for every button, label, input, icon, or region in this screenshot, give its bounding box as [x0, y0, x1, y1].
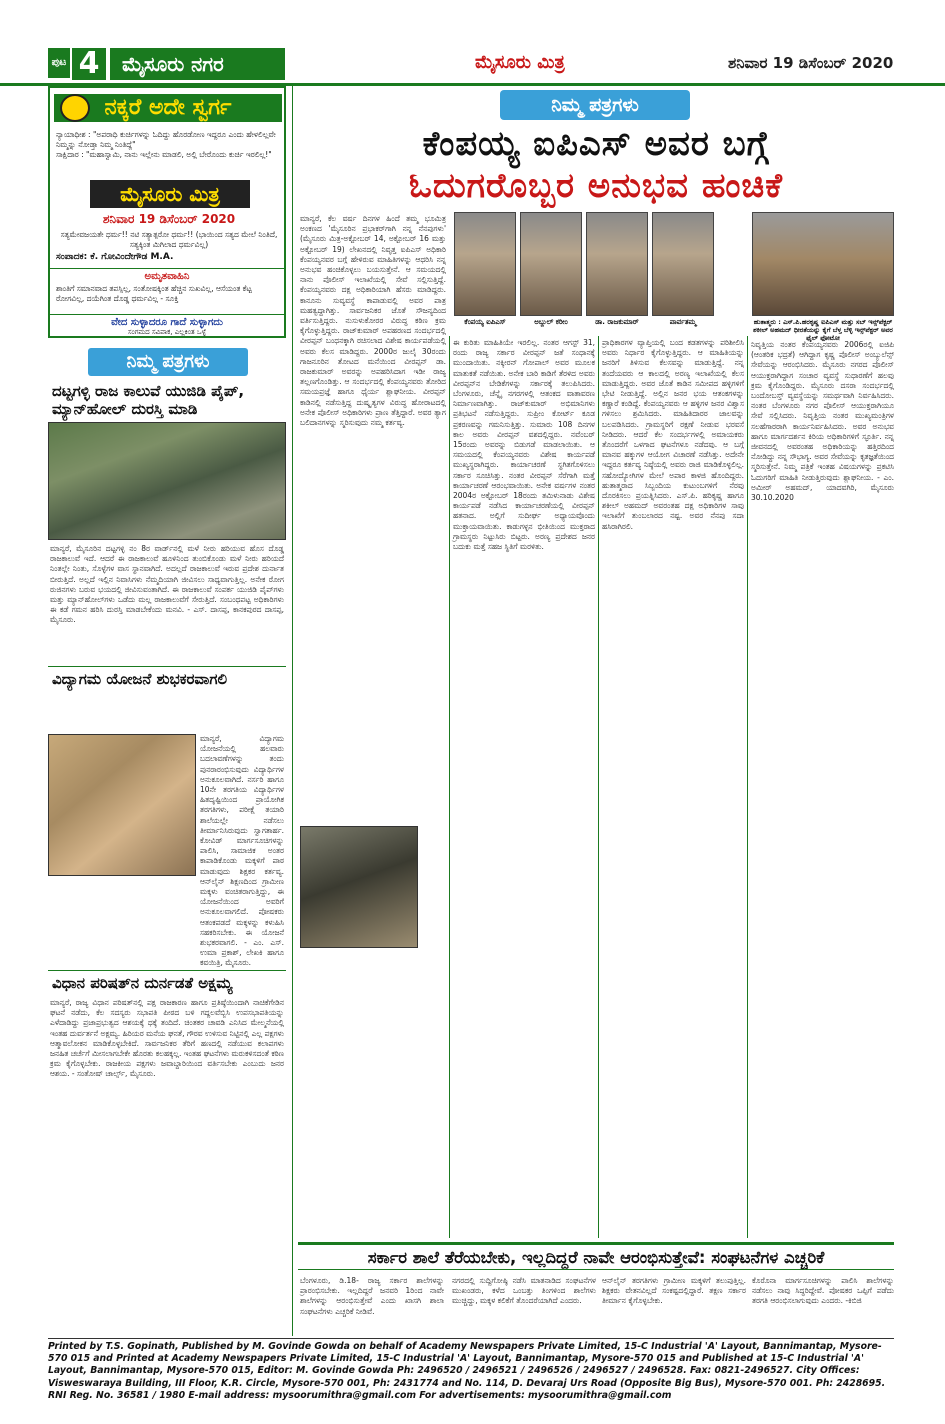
letter-headline-drain: ದಟ್ಟಗಳ್ಳಿ ರಾಜ ಕಾಲುವೆ ಯುಜಿಡಿ ಪೈಪ್, ಮ್ಯಾನ್‌ಹೋಲ್ ದುರಸ್ತಿ ಮಾಡಿ — [52, 382, 245, 418]
humor-title: ನಕ್ಕರೆ ಅದೇ ಸ್ವರ್ಗ — [54, 94, 282, 122]
imprint-line: Printed by T.S. Gopinath, Published by M. Govinde Gowda on behalf of Academy Newspapers Private Limited, 15-C Industrial 'A' Layout, Bannimantap, Mysore-570 015 and Printed at Academy Newspapers Private Limited, 15-C Industrial 'A' Layout, Bannimantap, Mysore-570 015 and Published at 15-C Industrial 'A' Layout, Bannimantap, Mysore-570 015, Editor: M. Govinde Gowda Ph: 2496520 / 2496521 / 2496526 / 2496527 / 2496528. Fax: 0821-2496527. City Offices: Visweswaraya Building, III Floor, K.R. Circle, Mysore-570 001, Ph: 2431774 and No. 114, D. Devaraj Urs Road (Opposite Big Bus), Mysore-570 001. Ph: 2428695. RNI Reg. No. 36581 / 1980 E-mail address: mysoorumithra@gmail.com For advertisements: mysoorumithra@gmail.com — [48, 1338, 894, 1402]
letter-text-vidyagama: ಮಾನ್ಯರೆ, ವಿದ್ಯಾಗಮ ಯೋಜನೆಯಲ್ಲಿ ಹಲವಾರು ಬದಲಾವಣೆಗಳನ್ನು ತಂದು ಪುನರಾರಂಭಿಸುವುದು ವಿದ್ಯಾರ್ಥಿಗಳ ಅನುಕೂಲವಾಗಿದೆ. ನರ್ಸರಿ ಹಾಗೂ 10ನೇ ತರಗತಿಯ ವಿದ್ಯಾರ್ಥಿಗಳ ಹಿತದೃಷ್ಟಿಯಿಂದ ಪ್ರಾಯೋಗಿಕ ತರಗತಿಗಳು, ಪರೀಕ್ಷೆ ತಯಾರಿ ಶಾಲೆಯಲ್ಲೇ ನಡೆಸಲು ತೀರ್ಮಾನಿಸಿರುವುದು ಸ್ವಾಗತಾರ್ಹ. ಕೋವಿಡ್ ಮಾರ್ಗಸೂಚಿಗಳನ್ನು ಪಾಲಿಸಿ, ಸಾಮಾಜಿಕ ಅಂತರ ಕಾಪಾಡಿಕೊಂಡು ಮಕ್ಕಳಿಗೆ ಪಾಠ ಮಾಡುವುದು ಶಿಕ್ಷಕರ ಕರ್ತವ್ಯ. ಆನ್‌ಲೈನ್ ಶಿಕ್ಷಣದಿಂದ ಗ್ರಾಮೀಣ ಮಕ್ಕಳು ವಂಚಿತರಾಗುತ್ತಿದ್ದು, ಈ ಯೋಜನೆಯಿಂದ ಅವರಿಗೆ ಅನುಕೂಲವಾಗಲಿದೆ. ಪೋಷಕರು ಆತಂಕಪಡದೆ ಮಕ್ಕಳನ್ನು ಕಳುಹಿಸಿ ಸಹಕರಿಸಬೇಕು. ಈ ಯೋಜನೆ ಶುಭಕರವಾಗಲಿ. - ಎಂ. ಎಸ್. ಉಮಾ ಪ್ರಕಾಶ್, ಲೇಖಕಿ ಹಾಗೂ ಕವಯಿತ್ರಿ, ಮೈಸೂರು. — [200, 734, 284, 968]
photo-caption: ಡಾ. ರಾಜಕುಮಾರ್ — [595, 318, 639, 326]
letter-text-council: ಮಾನ್ಯರೆ, ರಾಜ್ಯ ವಿಧಾನ ಪರಿಷತ್‌ನಲ್ಲಿ ಪಕ್ಷ ರಾಜಕಾರಣ ಹಾಗೂ ಪ್ರತಿಷ್ಠೆಯಿಂದಾಗಿ ನಾಚಿಕೆಗೇಡಿನ ಘಟನೆ ನಡೆದು, ಕೆಲ ಸದಸ್ಯರು ಸಭಾಪತಿ ಪೀಠದ ಬಳಿ ಗದ್ದಲವೆಬ್ಬಿಸಿ ಉಪಸಭಾಪತಿಯನ್ನು ಎಳೆದಾಡಿದ್ದು ಪ್ರಜಾಪ್ರಭುತ್ವದ ಆಶಯಕ್ಕೆ ಧಕ್ಕೆ ತಂದಿದೆ. ಚಿಂತಕರ ಚಾವಡಿ ಎನಿಸಿದ ಮೇಲ್ಮನೆಯಲ್ಲಿ ಇಂತಹ ದುರ್ವರ್ತನೆ ಅಕ್ಷಮ್ಯ. ಹಿರಿಯರ ಮನೆಯ ಘನತೆ, ಗೌರವ ಉಳಿಸುವ ನಿಟ್ಟಿನಲ್ಲಿ ಎಲ್ಲ ಪಕ್ಷಗಳು ಆತ್ಮಾವಲೋಕನ ಮಾಡಿಕೊಳ್ಳಬೇಕಿದೆ. ಸಾರ್ವಜನಿಕರ ತೆರಿಗೆ ಹಣದಲ್ಲಿ ನಡೆಯುವ ಕಲಾಪಗಳು ಜನಹಿತ ಚರ್ಚೆಗೆ ಮೀಸಲಾಗಬೇಕೇ ಹೊರತು ಕಲಹಕ್ಕಲ್ಲ. ಇಂತಹ ಘಟನೆಗಳು ಮರುಕಳಿಸದಂತೆ ಕಠಿಣ ಕ್ರಮ ಕೈಗೊಳ್ಳಬೇಕು. ರಾಜಕೀಯ ಪಕ್ಷಗಳು ಜವಾಬ್ದಾರಿಯಿಂದ ವರ್ತಿಸಬೇಕು ಎಂಬುದು ಜನರ ಆಶಯ. - ಸಂತೋಷ್ ಚಾರ್ಲ್ಸ್, ಮೈಸೂರು. — [50, 998, 284, 1079]
amrita-title: ಅಮೃತವಾಹಿನಿ — [50, 268, 284, 282]
letter-headline-vidyagama: ವಿದ್ಯಾಗಮ ಯೋಜನೆ ಶುಭಕರವಾಗಲಿ — [52, 670, 228, 688]
martyrs-photo — [752, 212, 894, 316]
humor-text — [56, 130, 282, 160]
portrait-image — [520, 212, 582, 316]
page-label: ಪುಟ — [48, 48, 70, 78]
letter-text-vidyagama-intro — [50, 690, 284, 730]
divider — [48, 970, 286, 971]
photo-caption: ಕೆಂಪಯ್ಯ ಐಪಿಎಸ್ — [464, 318, 506, 326]
left-column — [48, 86, 286, 1338]
article-column-1b — [300, 952, 446, 1238]
paper-logo: ಮೈಸೂರು ಮಿತ್ರ — [90, 180, 250, 208]
bottom-story-column-4: ಕೊರೊನಾ ಮಾರ್ಗಸೂಚಿಗಳನ್ನು ಪಾಲಿಸಿ ಶಾಲೆಗಳನ್ನು ನಡೆಸಲು ನಾವು ಸಿದ್ಧರಿದ್ದೇವೆ. ಪೋಷಕರ ಒಪ್ಪಿಗೆ ಪಡೆದು ತರಗತಿ ಆರಂಭಿಸಲಾಗುವುದು ಎಂದರು. -ಕಿಬಿಜಿ — [752, 1276, 894, 1306]
column-divider — [449, 336, 450, 1238]
article-column-3: ಪ್ರಾಧಿಕಾರಗಳ ವ್ಯಾಪ್ತಿಯಲ್ಲಿ ಬಂದ ಕಡತಗಳನ್ನು ಪರಿಶೀಲಿಸಿ ಅವರು ನಿರ್ಧಾರ ಕೈಗೊಳ್ಳುತ್ತಿದ್ದರು. ಆ ಮಾಹಿತಿಯನ್ನು ಜನರಿಗೆ ತಿಳಿಸುವ ಕೆಲಸವನ್ನು ಮಾಡುತ್ತಿದ್ದೆ. ನನ್ನ ತಂದೆಯವರು ಆ ಕಾಲದಲ್ಲಿ ಅರಣ್ಯ ಇಲಾಖೆಯಲ್ಲಿ ಕೆಲಸ ಮಾಡುತ್ತಿದ್ದರು. ಅವರ ಜೊತೆ ಕಾಡಿನ ಸಮೀಪದ ಹಳ್ಳಿಗಳಿಗೆ ಭೇಟಿ ನೀಡುತ್ತಿದ್ದೆ. ಅಲ್ಲಿನ ಜನರ ಭಯ ಆತಂಕಗಳನ್ನು ಕಣ್ಣಾರೆ ಕಂಡಿದ್ದೆ. ಕೆಂಪಯ್ಯನವರು ಆ ಹಳ್ಳಿಗಳ ಜನರ ವಿಶ್ವಾಸ ಗಳಿಸಲು ಶ್ರಮಿಸಿದರು. ಮಾಹಿತಿದಾರರ ಜಾಲವನ್ನು ಬಲಪಡಿಸಿದರು. ಗ್ರಾಮಸ್ಥರಿಗೆ ರಕ್ಷಣೆ ನೀಡುವ ಭರವಸೆ ನೀಡಿದರು. ಆದರೆ ಕೆಲ ಸಂದರ್ಭಗಳಲ್ಲಿ ಅಮಾಯಕರು ತೊಂದರೆಗೆ ಒಳಗಾದ ಘಟನೆಗಳೂ ನಡೆದವು. ಆ ಬಗ್ಗೆ ಮಾನವ ಹಕ್ಕುಗಳ ಆಯೋಗ ವಿಚಾರಣೆ ನಡೆಸಿತ್ತು. ಅದೇನೇ ಇದ್ದರೂ ಕರ್ತವ್ಯ ನಿಷ್ಠೆಯಲ್ಲಿ ಅವರು ರಾಜಿ ಮಾಡಿಕೊಳ್ಳಲಿಲ್ಲ. ಸಹೋದ್ಯೋಗಿಗಳ ಮೇಲೆ ಅಪಾರ ಕಾಳಜಿ ಹೊಂದಿದ್ದರು. ಹುತಾತ್ಮರಾದ ಸಿಬ್ಬಂದಿಯ ಕುಟುಂಬಗಳಿಗೆ ನೆರವು ದೊರಕಿಸಲು ಪ್ರಯತ್ನಿಸಿದರು. ಎಸ್.ಪಿ. ಹರಿಕೃಷ್ಣ ಹಾಗೂ ಶಕೀಲ್ ಅಹಮದ್ ಅವರಂತಹ ದಕ್ಷ ಅಧಿಕಾರಿಗಳ ಸಾವು ಇಲಾಖೆಗೆ ತುಂಬಲಾರದ ನಷ್ಟ. ಅವರ ನೆನಪು ಸದಾ ಹಸಿರಾಗಿರಲಿ. — [602, 338, 744, 531]
person-photo — [586, 212, 648, 330]
divider — [48, 666, 286, 667]
paper-date: ಶನಿವಾರ 19 ಡಿಸೆಂಬರ್ 2020 — [102, 212, 236, 226]
section-title: ಮೈಸೂರು ನಗರ — [110, 48, 285, 80]
drain-photo — [48, 422, 286, 540]
laughing-face-icon — [60, 94, 90, 122]
issue-date: ಶನಿವಾರ 19 ಡಿಸೆಂಬರ್ 2020 — [728, 54, 894, 72]
portrait-image — [586, 212, 648, 316]
column-divider — [598, 336, 599, 1238]
person-photo — [454, 212, 516, 330]
person-photo — [520, 212, 582, 330]
bottom-story-headline: ಸರ್ಕಾರ ಶಾಲೆ ತೆರೆಯಬೇಕು, ಇಲ್ಲದಿದ್ದರೆ ನಾವೇ ಆರಂಭಿಸುತ್ತೇವೆ: ಸಂಘಟನೆಗಳ ಎಚ್ಚರಿಕೆ — [298, 1242, 894, 1270]
letter-headline-council: ವಿಧಾನ ಪರಿಷತ್‌ನ ದುರ್ನಡತೆ ಅಕ್ಷಮ್ಯ — [52, 974, 233, 992]
letter-text-drain: ಮಾನ್ಯರೆ, ಮೈಸೂರಿನ ದಟ್ಟಗಳ್ಳಿ ನಂ 8ರ ವಾರ್ಡ್‌ನಲ್ಲಿ ಮಳೆ ನೀರು ಹರಿಯುವ ಹೊಸ ದೊಡ್ಡ ರಾಜಕಾಲುವೆ ಇದೆ. ಆದರೆ ಈ ರಾಜಕಾಲುವೆ ಹೂಳಿನಿಂದ ತುಂಬಿಕೊಂಡು ಮಳೆ ನೀರು ಹರಿಯದೆ ನಿಂತಲ್ಲೇ ನಿಂತು, ಸೊಳ್ಳೆಗಳ ವಾಸ ಸ್ಥಾನವಾಗಿದೆ. ಅದಲ್ಲದೆ ರಾಜಕಾಲುವೆ ಇರುವ ಪ್ರದೇಶ ದುರ್ನಾತ ಬೀರುತ್ತಿದೆ. ಅಲ್ಲದೆ ಇಲ್ಲಿನ ನಿವಾಸಿಗಳು ನೆಮ್ಮದಿಯಾಗಿ ಜೀವಿಸಲು ಸಾಧ್ಯವಾಗುತ್ತಿಲ್ಲ. ಅನೇಕ ರೋಗ ರುಜಿನಗಳು ಬರುವ ಭಯದಲ್ಲಿ ಜೀವಿಸುವಂತಾಗಿದೆ. ಈ ರಾಜಕಾಲುವೆ ಸಂಪರ್ಕ ಯುಜಿಡಿ ಪೈಪ್‌ಗಳು ಮತ್ತು ಮ್ಯಾನ್‌ಹೋಲ್‌ಗಳು ಒಡೆದು ಮಲ್ಲ ರಾಜಕಾಲುವೆಗೆ ಸೇರುತ್ತಿದೆ. ಸಂಬಂಧಪಟ್ಟ ಅಧಿಕಾರಿಗಳು ಈ ಕಡೆ ಗಮನ ಹರಿಸಿ ದುರಸ್ತಿ ಮಾಡಬೇಕೆಂದು ಮನವಿ. - ಎಸ್. ದಾಸಪ್ಪ, ಕಾನಕಪುರದ ದಾಸಪ್ಪ, ಮೈಸೂರು. — [50, 544, 284, 625]
article-column-2: ಈ ಕುರಿತು ಮಾಹಿತಿಯೇ ಇರಲಿಲ್ಲ. ನಂತರ ಆಗಸ್ಟ್ 31, ರಂದು ರಾಜ್ಯ ಸರ್ಕಾರ ವೀರಪ್ಪನ್ ಜತೆ ಸಂಧಾನಕ್ಕೆ ಮುಂದಾಯಿತು. ನಕ್ಕೀರನ್ ಗೋಪಾಲ್ ಅವರ ಮೂಲಕ ಮಾತುಕತೆ ನಡೆಯಿತು. ಅನೇಕ ಬಾರಿ ಕಾಡಿಗೆ ತೆರಳಿದ ಅವರು ವೀರಪ್ಪನ್‌ನ ಬೇಡಿಕೆಗಳನ್ನು ಸರ್ಕಾರಕ್ಕೆ ತಲುಪಿಸಿದರು. ಬೆಂಗಳೂರು, ಚೆನ್ನೈ ನಗರಗಳಲ್ಲಿ ಆತಂಕದ ವಾತಾವರಣ ನಿರ್ಮಾಣವಾಗಿತ್ತು. ರಾಜ್‌ಕುಮಾರ್ ಅಭಿಮಾನಿಗಳು ಪ್ರತಿಭಟನೆ ನಡೆಸುತ್ತಿದ್ದರು. ಸುಪ್ರೀಂ ಕೋರ್ಟ್ ಕೂಡ ಪ್ರಕರಣವನ್ನು ಗಮನಿಸುತ್ತಿತ್ತು. ಸುಮಾರು 108 ದಿನಗಳ ಕಾಲ ಅವರು ವೀರಪ್ಪನ್ ವಶದಲ್ಲಿದ್ದರು. ನವೆಂಬರ್ 15ರಂದು ಅವರನ್ನು ಬಿಡುಗಡೆ ಮಾಡಲಾಯಿತು. ಆ ಸಮಯದಲ್ಲಿ ಕೆಂಪಯ್ಯನವರು ವಿಶೇಷ ಕಾರ್ಯಪಡೆ ಮುಖ್ಯಸ್ಥರಾಗಿದ್ದರು. ಕಾರ್ಯಾಚರಣೆ ಸ್ಥಗಿತಗೊಳಿಸಲು ಸರ್ಕಾರ ಸೂಚಿಸಿತ್ತು. ನಂತರ ವೀರಪ್ಪನ್ ಸೆರೆಗಾಗಿ ಮತ್ತೆ ಕಾರ್ಯಾಚರಣೆ ಆರಂಭವಾಯಿತು. ಅನೇಕ ವರ್ಷಗಳ ನಂತರ 2004ರ ಅಕ್ಟೋಬರ್ 18ರಂದು ತಮಿಳುನಾಡು ವಿಶೇಷ ಕಾರ್ಯಪಡೆ ನಡೆಸಿದ ಕಾರ್ಯಾಚರಣೆಯಲ್ಲಿ ವೀರಪ್ಪನ್ ಹತನಾದ. ಅಲ್ಲಿಗೆ ಸುದೀರ್ಘ ಅಧ್ಯಾಯವೊಂದು ಮುಕ್ತಾಯವಾಯಿತು. ಕಾಡುಗಳ್ಳನ ಭೀತಿಯಿಂದ ಮುಕ್ತರಾದ ಗ್ರಾಮಸ್ಥರು ನಿಟ್ಟುಸಿರು ಬಿಟ್ಟರು. ಅರಣ್ಯ ಪ್ರದೇಶದ ಜನರ ಬದುಕು ಮತ್ತೆ ಸಹಜ ಸ್ಥಿತಿಗೆ ಮರಳಿತು. — [453, 338, 595, 552]
main-subheadline: ಓದುಗರೊಬ್ಬರ ಅನುಭವ ಹಂಚಿಕೆ — [409, 166, 783, 206]
article-column-1: ಮಾನ್ಯರೆ, ಕೆಲ ವರ್ಷ ದಿನಗಳ ಹಿಂದೆ ತಮ್ಮ ಭೂಮಿತ್ರ ಅಂಕಣದ 'ಮೈಸೂರಿನ ಪ್ರಭಾಕರ್‌ಗಾಗಿ ನನ್ನ ನೆನಪುಗಳು' (ಮೈಸೂರು ಮಿತ್ರ-ಅಕ್ಟೋಬರ್ 14, ಅಕ್ಟೋಬರ್ 16 ಮತ್ತು ಅಕ್ಟೋಬರ್ 19) ಲೇಖನದಲ್ಲಿ ನಿವೃತ್ತ ಐಪಿಎಸ್ ಅಧಿಕಾರಿ ಕೆಂಪಯ್ಯನವರ ಬಗ್ಗೆ ಹೇಳಿರುವ ಮಾಹಿತಿಗಳನ್ನು ಆಧರಿಸಿ ನನ್ನ ಅನುಭವ ಹಂಚಿಕೊಳ್ಳಲು ಬಯಸುತ್ತೇನೆ. ಆ ಸಮಯದಲ್ಲಿ ನಾನು ಪೊಲೀಸ್ ಇಲಾಖೆಯಲ್ಲಿ ಸೇವೆ ಸಲ್ಲಿಸುತ್ತಿದ್ದೆ. ಕೆಂಪಯ್ಯನವರು ದಕ್ಷ ಅಧಿಕಾರಿಯಾಗಿ ಹೆಸರು ಮಾಡಿದ್ದರು. ಕಾನೂನು ಸುವ್ಯವಸ್ಥೆ ಕಾಪಾಡುವಲ್ಲಿ ಅವರ ಪಾತ್ರ ಮಹತ್ವದ್ದಾಗಿತ್ತು. ಸಾರ್ವಜನಿಕರ ಜೊತೆ ಸೌಜನ್ಯದಿಂದ ವರ್ತಿಸುತ್ತಿದ್ದರು. ನುಸುಳುಕೋರರ ವಿರುದ್ಧ ಕಠಿಣ ಕ್ರಮ ಕೈಗೊಳ್ಳುತ್ತಿದ್ದರು. ರಾಜ್‌ಕುಮಾರ್ ಅಪಹರಣದ ಸಂದರ್ಭದಲ್ಲಿ ವೀರಪ್ಪನ್ ಬಂಧನಕ್ಕಾಗಿ ರಚಿಸಲಾದ ವಿಶೇಷ ಕಾರ್ಯಪಡೆಯಲ್ಲಿ ಅವರು ಕೆಲಸ ಮಾಡಿದ್ದರು. 2000ರ ಜುಲೈ 30ರಂದು ಗಾಜನೂರಿನ ತೋಟದ ಮನೆಯಿಂದ ವೀರಪ್ಪನ್ ಡಾ. ರಾಜಕುಮಾರ್ ಅವರನ್ನು ಅಪಹರಿಸಿದಾಗ ಇಡೀ ರಾಜ್ಯ ತಲ್ಲಣಗೊಂಡಿತ್ತು. ಆ ಸಂದರ್ಭದಲ್ಲಿ ಕೆಂಪಯ್ಯನವರು ತೋರಿದ ಸಮಯಪ್ರಜ್ಞೆ ಹಾಗೂ ಧೈರ್ಯ ಶ್ಲಾಘನೀಯ. ವೀರಪ್ಪನ್ ಕಾಡಿನಲ್ಲಿ ನಡೆಸುತ್ತಿದ್ದ ದುಷ್ಕೃತ್ಯಗಳ ವಿರುದ್ಧ ಹೋರಾಟದಲ್ಲಿ ಅನೇಕ ಪೊಲೀಸ್ ಅಧಿಕಾರಿಗಳು ಪ್ರಾಣ ತೆತ್ತಿದ್ದಾರೆ. ಅವರ ತ್ಯಾಗ ಬಲಿದಾನಗಳನ್ನು ಸ್ಮರಿಸುವುದು ನಮ್ಮ ಕರ್ತವ್ಯ. — [300, 214, 446, 428]
letters-banner: ನಿಮ್ಮ ಪತ್ರಗಳು — [88, 348, 248, 376]
column-divider — [292, 86, 293, 1336]
masthead-logo: ಮೈಸೂರು ಮಿತ್ರ — [475, 52, 565, 73]
portrait-image — [454, 212, 516, 316]
letters-banner-main: ನಿಮ್ಮ ಪತ್ರಗಳು — [500, 90, 690, 120]
humor-line-1: ನ್ಯಾಯಾಧೀಶ : "ಅಪರಾಧಿ ಕುರ್ಚಿಗಳನ್ನು ಓದಿದ್ದು ಹೊರಡೋಣ ಇದ್ದರೂ ಎಂದು ಹೇಳಲಿಲ್ಲವೇ ನಿಮ್ಮನ್ನು ನೋಡ್ತಾ ನಿಮ್ಮ ನಿಂತಿದ್ದೆ" — [56, 130, 276, 149]
amrita-text: ಶಾಂತಿಗೆ ಸಮಾನವಾದ ತಪಸ್ಸಿಲ್ಲ, ಸಂತೋಷಕ್ಕಿಂತ ಹೆಚ್ಚಿನ ಸುಖವಿಲ್ಲ, ಆಸೆಯಂತ ಕೆಟ್ಟ ರೋಗವಿಲ್ಲ, ದಯೆಗಿಂತ ದೊಡ್ಡ ಧರ್ಮವಿಲ್ಲ - ಸೂಕ್ತಿ — [56, 284, 252, 303]
paper-motto: ಸತ್ಯಮೇವಜಯತೇ ಧರ್ಮ!! ನಟಿ ಸತ್ಯಾತ್ಪರೋ ಧರ್ಮ!! (ಭಾಯಿಂದ ಸತ್ಯದ ಮೇಲೆ ನಿಂತಿದೆ, ಸತ್ಯಕ್ಕಿಂತ ಮಿಗಿಲಾದ ಧರ್ಮವಿಲ್ಲ) — [60, 230, 278, 249]
martyrs-caption: ಹುತಾತ್ಮರು : ಎಸ್.ಪಿ.ಹರಕೃಷ್ಣ ಐಪಿಎಸ್ ಮತ್ತು ಸಬ್ ಇನ್ಸ್‌ಪೆಕ್ಟರ್ ಶಕೀಲ್ ಅಹಮದ್ ಧೀರತೆಯನ್ನು ಕೈಗೆ ಬೆಳ್ತ ಬೆಳ್ಳಿ ಇನ್ಸ್‌ಪೆಕ್ಟರ್ ಅವರ ಫೈಲ್ ಫೋಟೋ — [753, 318, 893, 342]
column-divider — [747, 336, 748, 1238]
bottom-story-column-1: ಬೆಂಗಳೂರು, ಡಿ.18- ರಾಜ್ಯ ಸರ್ಕಾರ ಶಾಲೆಗಳನ್ನು ಪ್ರಾರಂಭಿಸಬೇಕು. ಇಲ್ಲದಿದ್ದರೆ ಜನವರಿ 1ರಿಂದ ನಾವೇ ಶಾಲೆಗಳನ್ನು ಆರಂಭಿಸುತ್ತೇವೆ ಎಂದು ಖಾಸಗಿ ಶಾಲಾ ಸಂಘಟನೆಗಳು ಎಚ್ಚರಿಕೆ ನೀಡಿವೆ. — [300, 1276, 444, 1316]
paper-editor: ಸಂಪಾದಕ: ಕೆ. ಗೋವಿಂದೇಗೌಡ M.A. — [56, 252, 174, 262]
article-column-4: ನಿವೃತ್ತಿಯ ನಂತರ ಕೆಂಪಯ್ಯನವರು 2006ರಲ್ಲಿ ಐಜಿಪಿ (ಆಂತರಿಕ ಭದ್ರತೆ) ಆಗಿದ್ದಾಗ ಕೃಷ್ಣ ಪೊಲೀಸ್ ಅಂಬ್ಯುಲೆನ್ಸ್ ಸೇವೆಯನ್ನು ಆರಂಭಿಸಿದರು. ಮೈಸೂರು ನಗರದ ಪೊಲೀಸ್ ಆಯುಕ್ತರಾಗಿದ್ದಾಗ ಸಂಚಾರ ವ್ಯವಸ್ಥೆ ಸುಧಾರಣೆಗೆ ಹಲವು ಕ್ರಮ ಕೈಗೊಂಡಿದ್ದರು. ಮೈಸೂರು ದಸರಾ ಸಂದರ್ಭದಲ್ಲಿ ಬಂದೋಬಸ್ತ್ ವ್ಯವಸ್ಥೆಯನ್ನು ಸಮರ್ಥವಾಗಿ ನಿರ್ವಹಿಸಿದರು. ನಂತರ ಬೆಂಗಳೂರು ನಗರ ಪೊಲೀಸ್ ಆಯುಕ್ತರಾಗಿಯೂ ಸೇವೆ ಸಲ್ಲಿಸಿದರು. ನಿವೃತ್ತಿಯ ನಂತರ ಮುಖ್ಯಮಂತ್ರಿಗಳ ಸಲಹೆಗಾರರಾಗಿ ಕಾರ್ಯನಿರ್ವಹಿಸಿದರು. ಅವರ ಅನುಭವ ಹಾಗೂ ಮಾರ್ಗದರ್ಶನ ಕಿರಿಯ ಅಧಿಕಾರಿಗಳಿಗೆ ಸ್ಫೂರ್ತಿ. ನನ್ನ ಜೀವನದಲ್ಲಿ ಅವರಂತಹ ಅಧಿಕಾರಿಯನ್ನು ಹತ್ತಿರದಿಂದ ನೋಡಿದ್ದು ನನ್ನ ಸೌಭಾಗ್ಯ. ಅವರ ಸೇವೆಯನ್ನು ಕೃತಜ್ಞತೆಯಿಂದ ಸ್ಮರಿಸುತ್ತೇನೆ. ನಿಮ್ಮ ಪತ್ರಿಕೆ ಇಂತಹ ವಿಷಯಗಳನ್ನು ಪ್ರಕಟಿಸಿ ಓದುಗರಿಗೆ ಮಾಹಿತಿ ನೀಡುತ್ತಿರುವುದು ಶ್ಲಾಘನೀಯ. - ಎಂ. ಅಮೀರ್ ಅಹಮದ್, ಯಾದವಗಿರಿ, ಮೈಸೂರು 30.10.2020 — [751, 340, 894, 503]
photo-caption: ಅಬ್ದುಲ್ ಕರೀಂ — [534, 318, 568, 326]
page-number: 4 — [72, 48, 106, 80]
school-children-photo — [48, 734, 196, 876]
humor-box — [48, 86, 286, 338]
bottom-story-column-2: ನಗರದಲ್ಲಿ ಸುದ್ದಿಗೋಷ್ಠಿ ನಡೆಸಿ ಮಾತನಾಡಿದ ಸಂಘಟನೆಗಳ ಮುಖಂಡರು, ಕಳೆದ ಒಂಬತ್ತು ತಿಂಗಳಿಂದ ಶಾಲೆಗಳು ಮುಚ್ಚಿದ್ದು, ಮಕ್ಕಳ ಕಲಿಕೆಗೆ ತೊಂದರೆಯಾಗಿದೆ ಎಂದರು. — [452, 1276, 596, 1306]
person-photo — [652, 212, 714, 330]
portrait-image — [652, 212, 714, 316]
bottom-story-column-3: ಆನ್‌ಲೈನ್ ತರಗತಿಗಳು ಗ್ರಾಮೀಣ ಮಕ್ಕಳಿಗೆ ತಲುಪುತ್ತಿಲ್ಲ. ಶಿಕ್ಷಕರು ವೇತನವಿಲ್ಲದೆ ಸಂಕಷ್ಟದಲ್ಲಿದ್ದಾರೆ. ತಕ್ಷಣ ಸರ್ಕಾರ ತೀರ್ಮಾನ ಕೈಗೊಳ್ಳಬೇಕು. — [602, 1276, 746, 1306]
proverb-title: ವೇದ ಸುಳ್ಳಾದರೂ ಗಾದೆ ಸುಳ್ಳಾಗದು — [50, 314, 284, 328]
proverb-text: ಸಂಗಮದ ಸವಿಪಾಕ, ಎಲ್ಲಕಿಂತ ಒಳ್ಳೆ — [127, 328, 207, 336]
humor-line-2: ಸಾಕ್ಷಿದಾರ : "ಮಹಾಸ್ವಾಮಿ, ನಾನು ಇಲ್ಲೇನು ಮಾಡಲಿ, ಅಲ್ಲಿ ಬೇರೊಂದು ಕುರ್ಚಿ ಇರಲಿಲ್ಲ!" — [56, 150, 272, 159]
photo-caption: ಪಾರ್ವತಮ್ಮ — [669, 318, 697, 326]
veerappan-photo — [300, 826, 418, 948]
main-headline: ಕೆಂಪಯ್ಯ ಐಪಿಎಸ್ ಅವರ ಬಗ್ಗೆ — [422, 124, 770, 164]
